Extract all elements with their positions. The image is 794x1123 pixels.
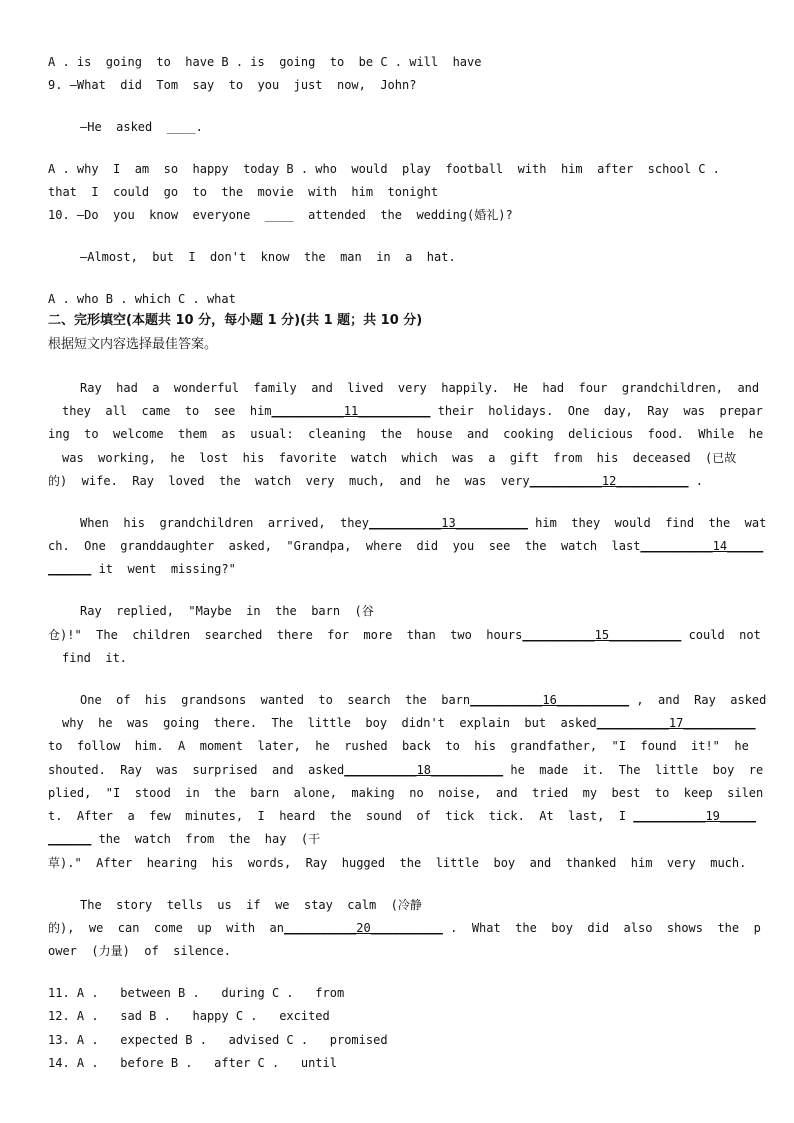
- passage-line: ing to welcome them as usual: cleaning the house and cooking delicious food. While he: [48, 427, 764, 441]
- passage-line: One of his grandsons wanted to search the barn__________16__________ , and Ray asked: [80, 693, 767, 707]
- blank-18: __________18__________: [344, 763, 504, 777]
- passage-line: to follow him. A moment later, he rushed back to his grandfather, "I found it!" he: [48, 739, 749, 753]
- blank-13: __________13__________: [368, 516, 528, 530]
- passage-line: plied, "I stood in the barn alone, making no noise, and tried my best to keep silen: [48, 786, 764, 800]
- q8-options: A . is going to have B . is going to be C . will have: [48, 55, 482, 69]
- choice-13: 13. A . expected B . advised C . promised: [48, 1033, 388, 1047]
- section-title: 二、完形填空(本题共 10 分，每小题 1 分)(共 1 题；共 10 分): [48, 313, 423, 328]
- q9-options-line1: A . why I am so happy today B . who would play football with him after school C .: [48, 162, 720, 176]
- blank-16: __________16__________: [470, 693, 630, 707]
- blank-17: __________17__________: [596, 716, 756, 730]
- blank-12: __________12__________: [529, 474, 689, 488]
- blank-19: __________19_____: [633, 809, 757, 823]
- passage-line: Ray had a wonderful family and lived very happily. He had four grandchildren, and: [80, 381, 760, 395]
- q9-reply: —He asked ____.: [80, 120, 203, 134]
- passage-line: find it.: [62, 651, 128, 665]
- passage-line: The story tells us if we stay calm (冷静: [80, 898, 422, 912]
- blank-14: __________14_____: [640, 539, 764, 553]
- q10-reply: —Almost, but I don't know the man in a hat.: [80, 250, 456, 264]
- choice-12: 12. A . sad B . happy C . excited: [48, 1009, 330, 1023]
- passage-line: ch. One granddaughter asked, "Grandpa, where did you see the watch last__________14_____: [48, 539, 764, 553]
- choice-14: 14. A . before B . after C . until: [48, 1056, 337, 1070]
- passage-line: shouted. Ray was surprised and asked__________18__________ he made it. The little boy re: [48, 763, 764, 777]
- passage-line: 的), we can come up with an__________20__________ . What the boy did also shows the p: [48, 921, 761, 935]
- q9-stem: 9. —What did Tom say to you just now, John?: [48, 78, 417, 92]
- blank-20: __________20__________: [283, 921, 443, 935]
- passage-line: ower (力量) of silence.: [48, 944, 231, 958]
- passage-line: 仓)!" The children searched there for more than two hours__________15__________ could not: [48, 628, 761, 642]
- passage-line: 的) wife. Ray loved the watch very much, and he was very__________12__________ .: [48, 474, 704, 488]
- passage-line: When his grandchildren arrived, they__________13__________ him they would find the wat: [80, 516, 767, 530]
- blank-15: __________15__________: [522, 628, 682, 642]
- passage-line: ______ it went missing?": [48, 562, 236, 576]
- passage-line: 草)." After hearing his words, Ray hugged the little boy and thanked him very much.: [48, 856, 747, 870]
- passage-line: Ray replied, "Maybe in the barn (谷: [80, 604, 374, 618]
- q10-options: A . who B . which C . what: [48, 292, 236, 306]
- section-instruction: 根据短文内容选择最佳答案。: [48, 337, 218, 352]
- passage-line: why he was going there. The little boy didn't explain but asked__________17__________: [62, 716, 756, 730]
- blank-19-cont: ______: [48, 832, 92, 846]
- passage-line: t. After a few minutes, I heard the sound of tick tick. At last, I __________19_____: [48, 809, 757, 823]
- passage-line: ______ the watch from the hay (干: [48, 832, 321, 846]
- choice-11: 11. A . between B . during C . from: [48, 986, 345, 1000]
- blank-14-cont: ______: [48, 562, 92, 576]
- passage-line: was working, he lost his favorite watch which was a gift from his deceased (已故: [62, 451, 737, 465]
- q9-options-line2: that I could go to the movie with him tonight: [48, 185, 439, 199]
- passage-line: they all came to see him__________11__________ their holidays. One day, Ray was prepar: [62, 404, 763, 418]
- blank-11: __________11__________: [271, 404, 431, 418]
- q10-stem: 10. —Do you know everyone ____ attended the wedding(婚礼)?: [48, 208, 513, 222]
